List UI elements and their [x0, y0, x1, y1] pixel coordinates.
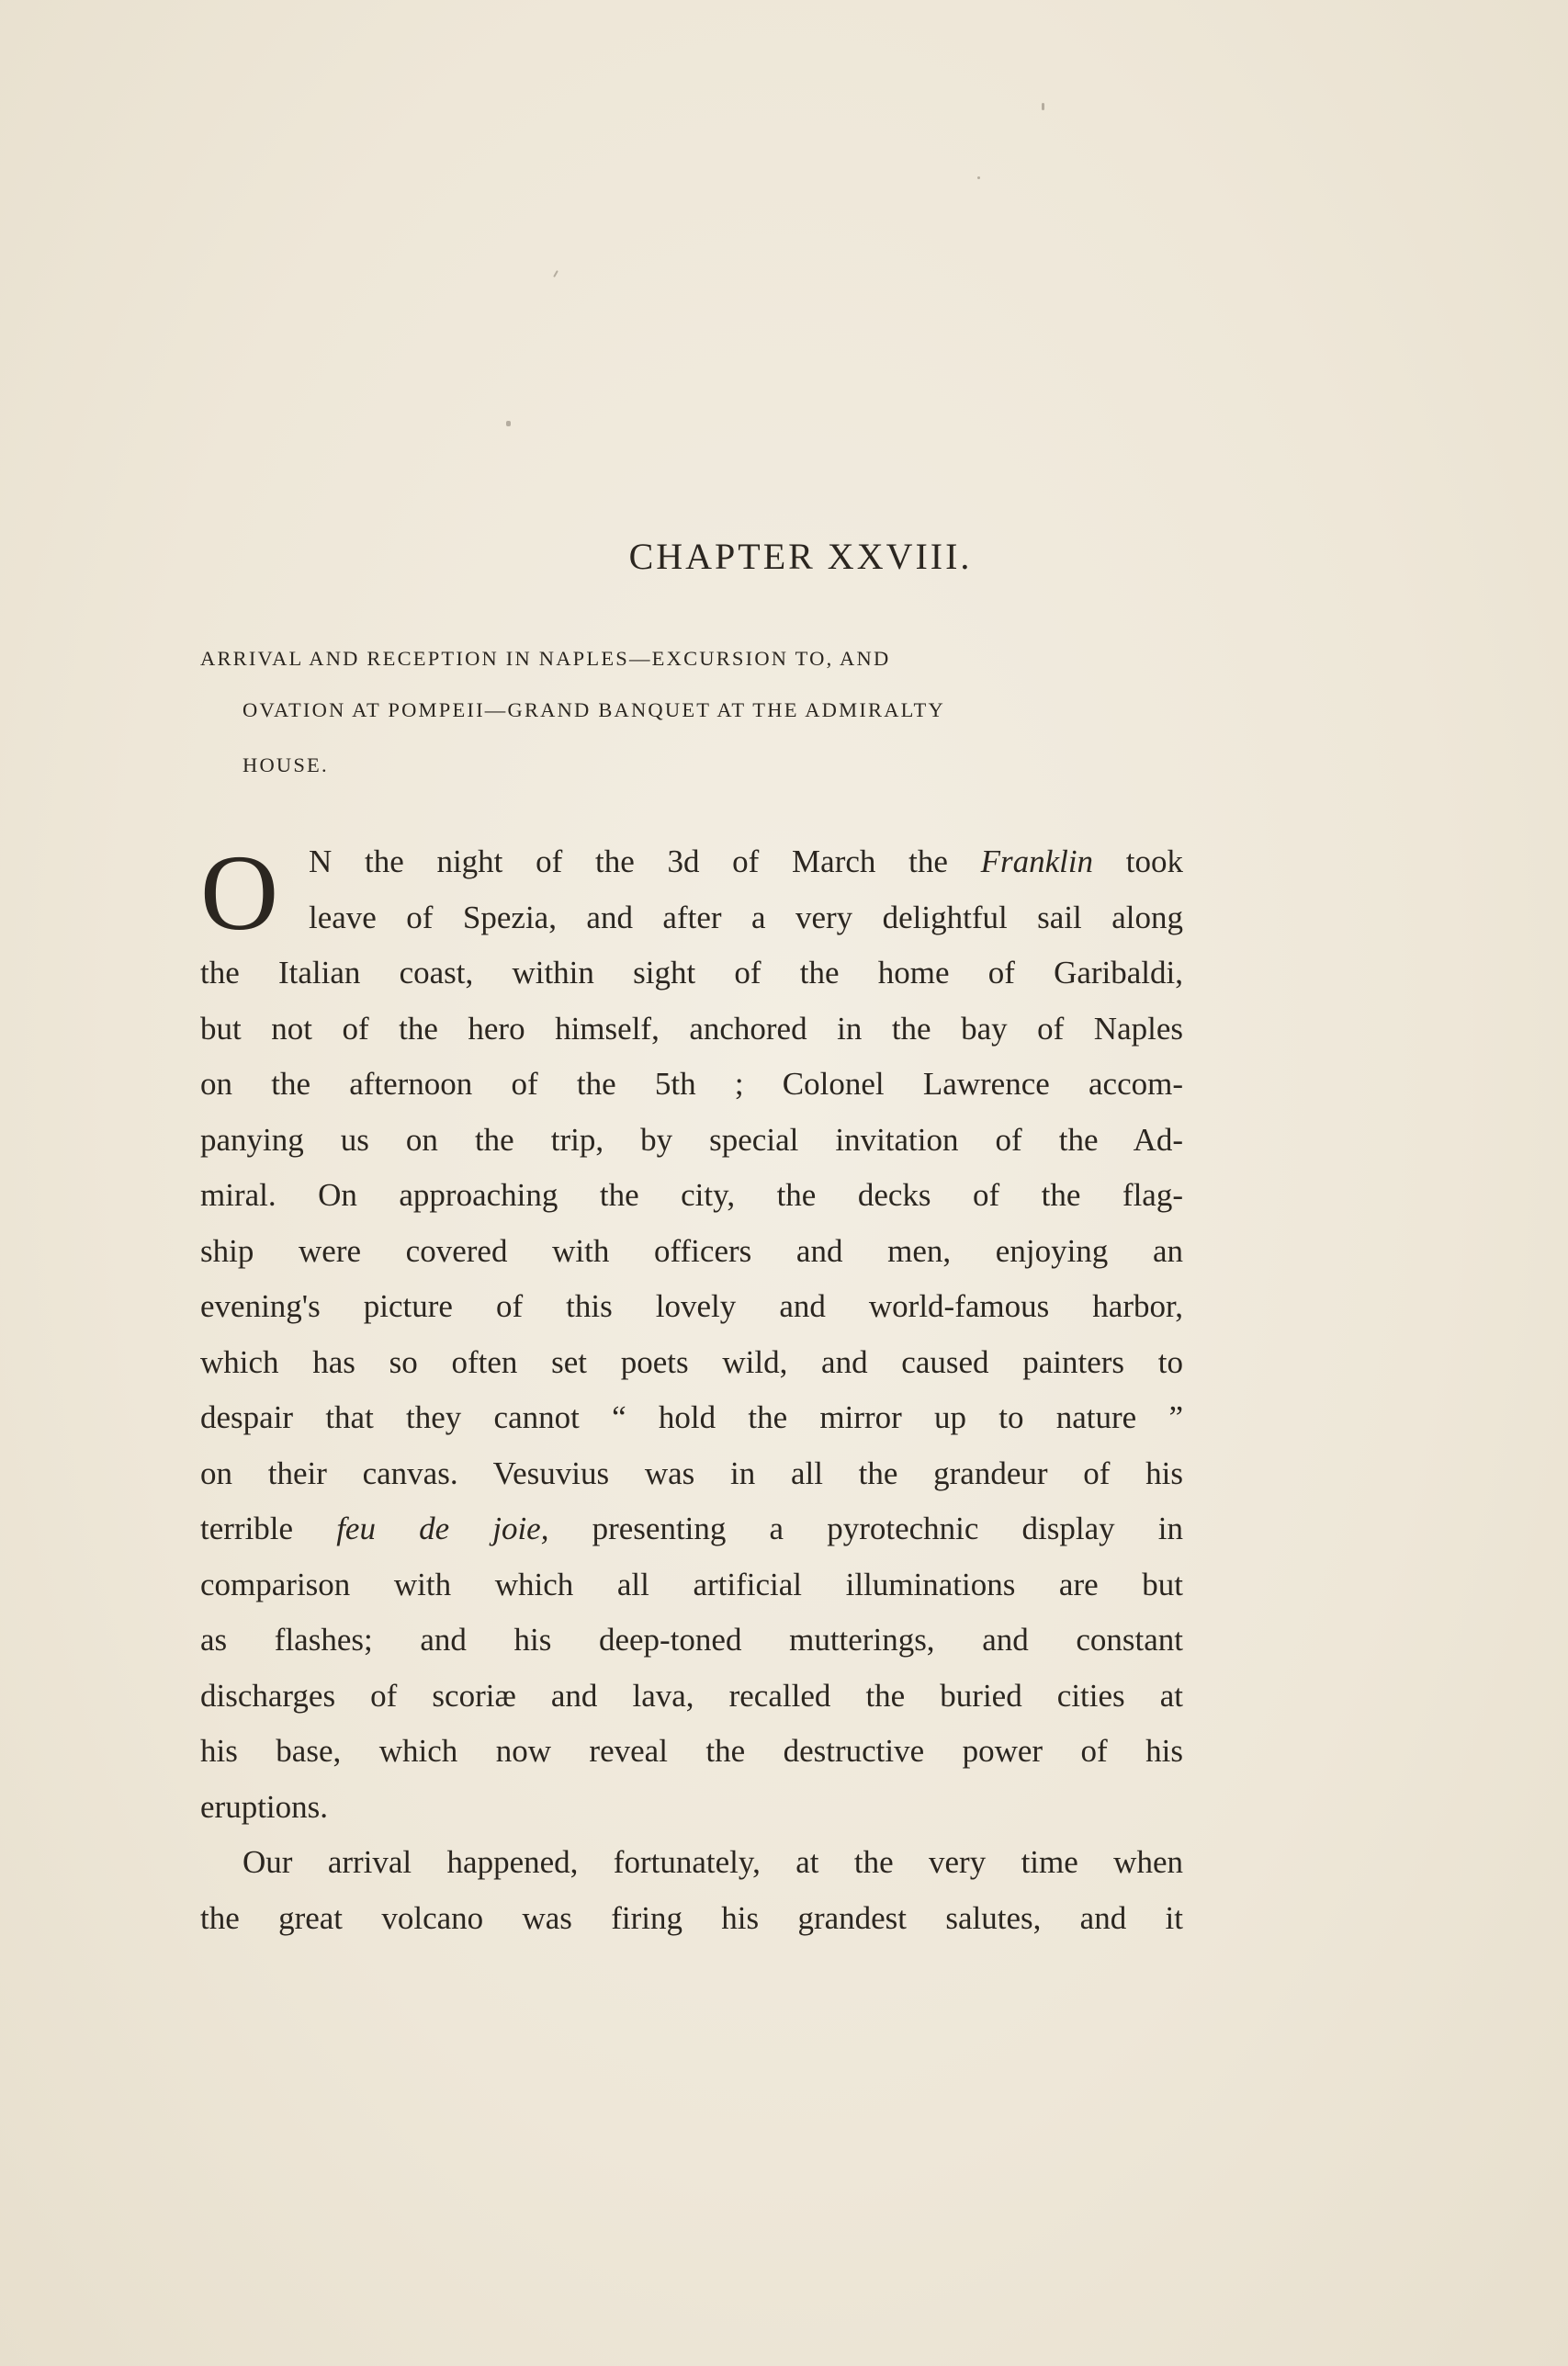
text-line: on the afternoon of the 5th ; Colonel Lawrence accom- [200, 1066, 1183, 1102]
ship-name: Franklin [980, 843, 1094, 879]
text-line: panying us on the trip, by special invitation of the Ad- [200, 1121, 1183, 1158]
text-line: which has so often set poets wild, and caused painters to [200, 1343, 1183, 1380]
paper-speck [506, 421, 511, 426]
text-line: but not of the hero himself, anchored in the bay of Naples [200, 1010, 1183, 1047]
text-line: his base, which now reveal the destructive power of his [200, 1733, 1183, 1769]
paragraph-2 [200, 1835, 1183, 1946]
text-line: terrible feu de joie, presenting a pyrotechnic display in [200, 1511, 1183, 1546]
chapter-title: CHAPTER XXVIII. [628, 536, 973, 577]
chapter-synopsis-line: ARRIVAL AND RECEPTION IN NAPLES—EXCURSION TO, AND [200, 647, 891, 670]
text-line: despair that they cannot “ hold the mirror up to nature ” [200, 1399, 1183, 1435]
text-line: as flashes; and his deep-toned mutterings, and constant [200, 1622, 1183, 1658]
text-line: leave of Spezia, and after a very delightful sail along [309, 899, 1183, 935]
text-line: the great volcano was firing his grandest salutes, and it [200, 1899, 1183, 1936]
paper-speck [977, 176, 980, 179]
text-line: comparison with which all artificial illuminations are but [200, 1566, 1183, 1602]
paragraph-1 [200, 834, 1183, 1835]
text-line: discharges of scoriæ and lava, recalled the buried cities at [200, 1677, 1183, 1714]
paper-speck [1042, 103, 1044, 110]
text-line: eruptions. [200, 1788, 329, 1825]
italic-phrase: feu de joie, [336, 1511, 549, 1546]
paper-speck [553, 270, 558, 277]
text-line: miral. On approaching the city, the decks of the flag- [200, 1177, 1183, 1213]
text-line: Our arrival happened, fortunately, at the very time when [243, 1844, 1183, 1880]
text-line: evening's picture of this lovely and world-famous harbor, [200, 1288, 1183, 1324]
text-line: N the night of the 3d of March the Franklin took [309, 843, 1183, 879]
chapter-synopsis-line: HOUSE. [243, 753, 329, 776]
drop-cap: O [200, 832, 279, 953]
text-line: ship were covered with officers and men, enjoying an [200, 1232, 1183, 1269]
text-line: the Italian coast, within sight of the home of Garibaldi, [200, 955, 1183, 991]
text-line: on their canvas. Vesuvius was in all the grandeur of his [200, 1455, 1183, 1491]
chapter-synopsis-line: OVATION AT POMPEII—GRAND BANQUET AT THE ADMIRALTY [243, 698, 945, 721]
